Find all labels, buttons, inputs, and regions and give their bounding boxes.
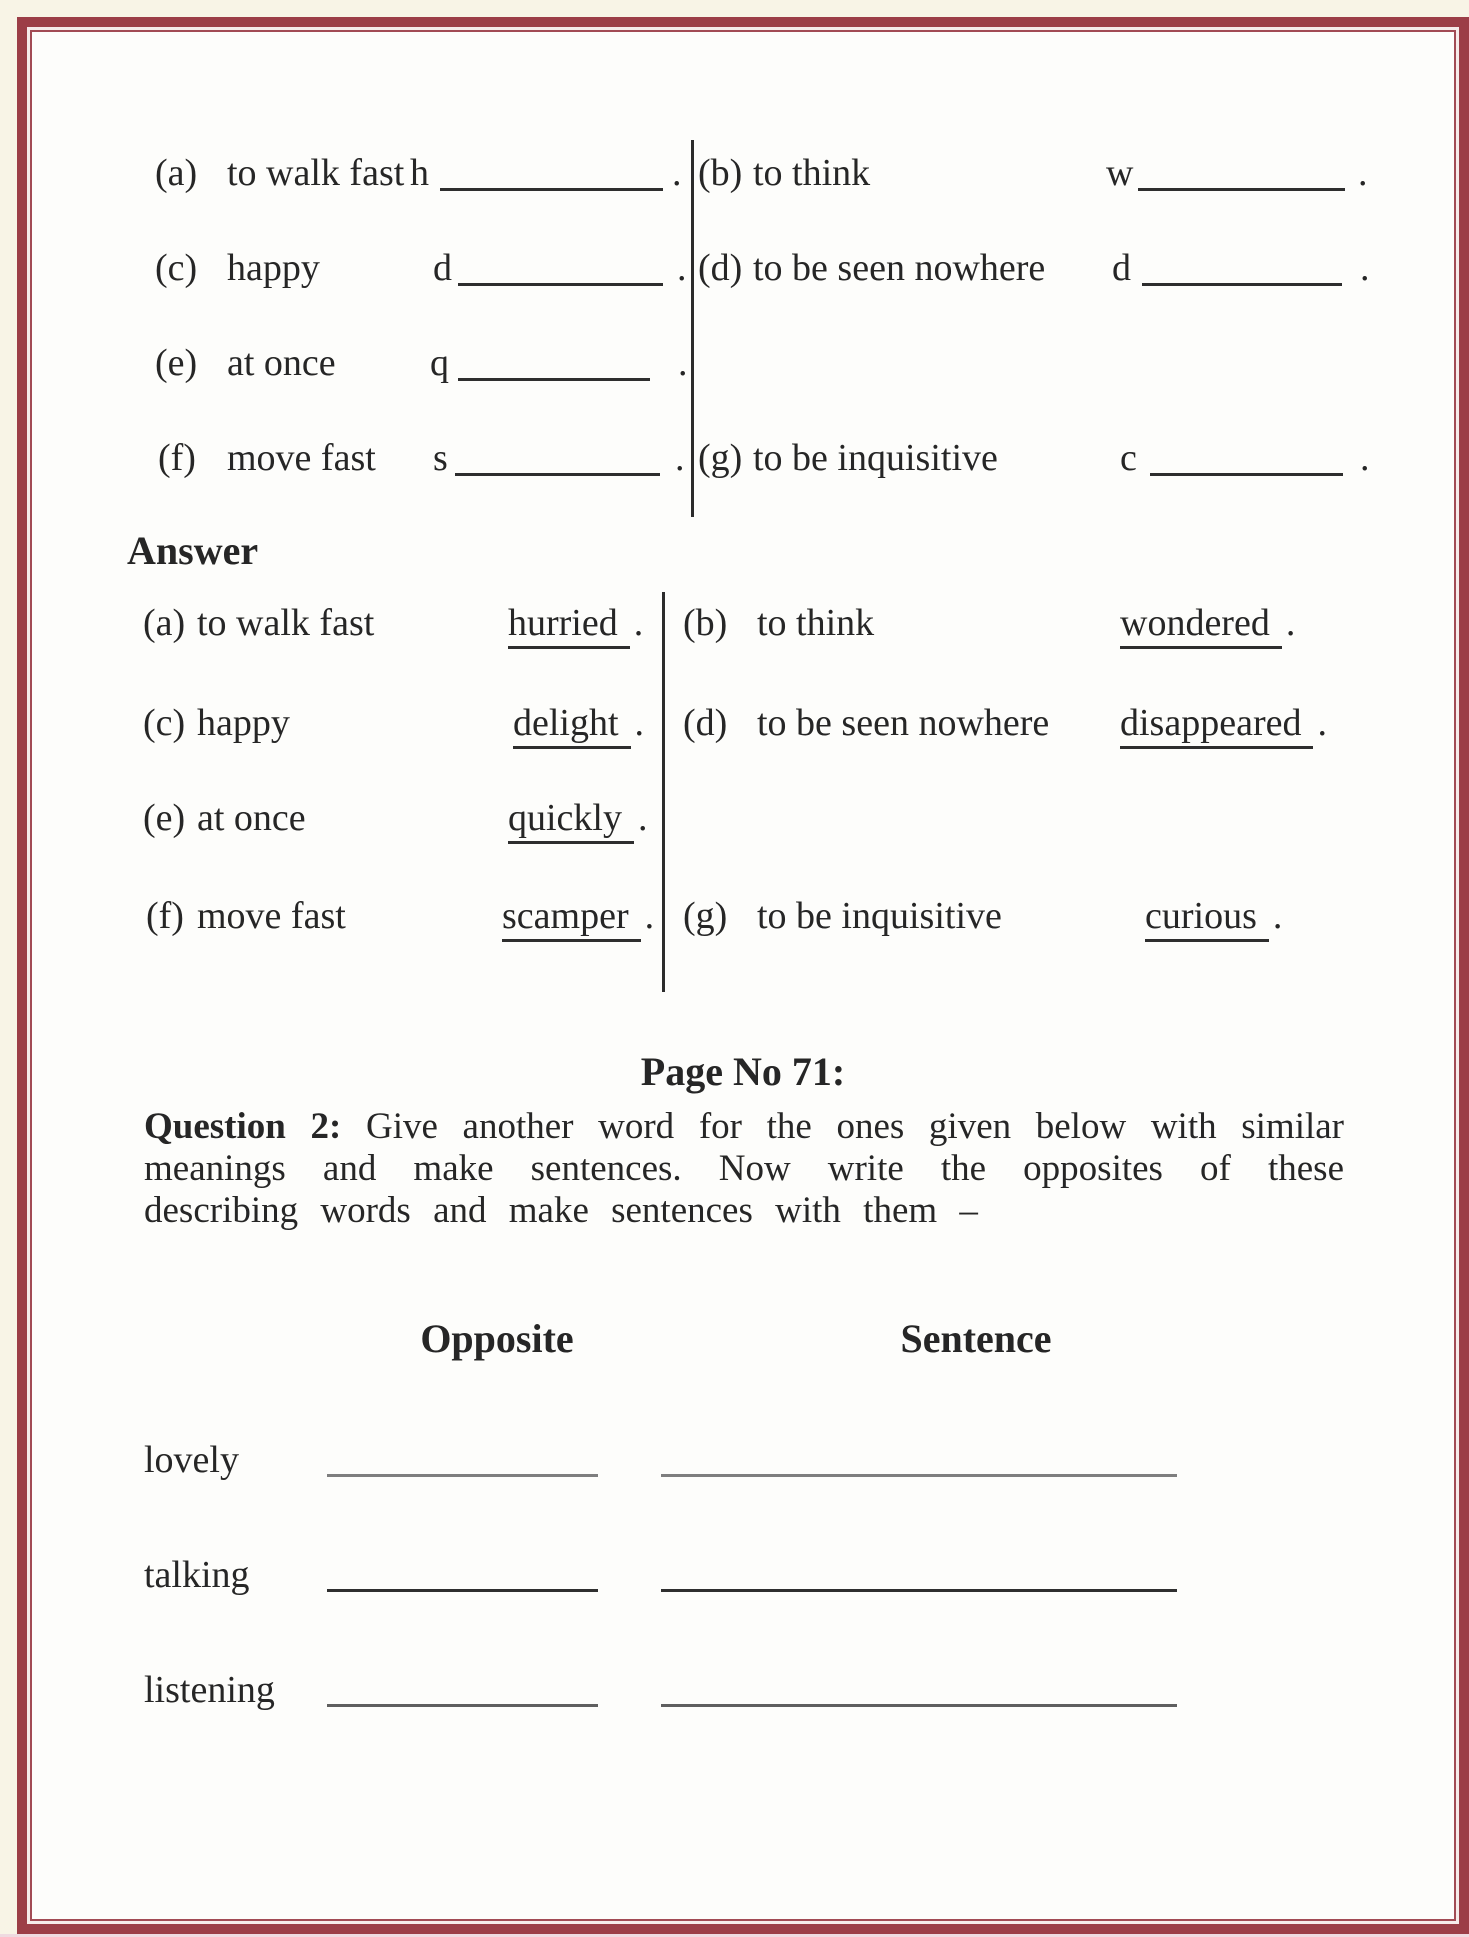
answer-word-group	[1120, 600, 1295, 646]
answer-word: delight	[513, 702, 631, 749]
item-term: to be seen nowhere	[757, 702, 1050, 744]
item-term: to be inquisitive	[753, 437, 998, 479]
sentence-blank-line	[661, 1704, 1177, 1707]
hint-letter: c	[1120, 437, 1137, 479]
period-mark: .	[678, 342, 688, 384]
paragraph-text: Give another word for the ones given below with similar	[365, 1106, 1345, 1147]
sentence-blank-line	[661, 1589, 1177, 1592]
fill-blank-line	[1150, 473, 1343, 476]
fill-blank-line	[458, 378, 650, 381]
item-label: (d)	[683, 702, 728, 744]
fill-blank-line	[455, 473, 660, 476]
answer-word: curious	[1145, 895, 1269, 942]
page-number-heading: Page No 71:	[640, 1049, 846, 1094]
item-term: to think	[757, 602, 875, 644]
answer-word: wondered	[1120, 602, 1282, 649]
exercise-column-divider	[691, 140, 694, 517]
item-label: (g)	[698, 437, 743, 479]
period-mark: .	[1317, 702, 1327, 744]
period-mark: .	[1358, 152, 1368, 194]
item-label: (e)	[155, 342, 198, 384]
item-term: to think	[753, 152, 871, 194]
item-label: (b)	[698, 152, 743, 194]
item-label: (c)	[143, 702, 186, 744]
fill-blank-line	[1138, 188, 1345, 191]
fill-blank-line	[458, 283, 663, 286]
item-label: (c)	[155, 247, 198, 289]
period-mark: .	[1360, 247, 1370, 289]
answer-word-group	[502, 893, 654, 939]
item-term: move fast	[197, 895, 346, 937]
period-mark: .	[1360, 437, 1370, 479]
period-mark: .	[1272, 895, 1283, 937]
item-term: to be seen nowhere	[753, 247, 1046, 289]
item-term: move fast	[227, 437, 376, 479]
hint-letter: w	[1106, 152, 1134, 194]
item-label: (f)	[146, 895, 184, 937]
answer-word: quickly	[508, 797, 634, 844]
paragraph-line-2: meanings and make sentences. Now write the opposites of these	[144, 1148, 1344, 1189]
answer-heading: Answer	[127, 528, 259, 573]
answer-word-group	[508, 795, 647, 841]
period-mark: .	[1285, 602, 1296, 644]
hint-letter: q	[430, 342, 449, 384]
opposite-blank-line	[327, 1704, 598, 1707]
item-term: at once	[197, 797, 306, 839]
item-label: (d)	[698, 247, 743, 289]
period-mark: .	[633, 602, 644, 644]
period-mark: .	[675, 437, 685, 479]
hint-letter: d	[1112, 247, 1131, 289]
answer-word-group	[508, 600, 643, 646]
word-label-listening: listening	[144, 1669, 275, 1711]
word-label-talking: talking	[144, 1554, 250, 1596]
answer-word: hurried	[508, 602, 630, 649]
paragraph-line-1	[144, 1106, 1344, 1148]
period-mark: .	[634, 702, 645, 744]
period-mark: .	[677, 247, 687, 289]
answer-word-group	[1120, 700, 1327, 746]
item-term: at once	[227, 342, 336, 384]
word-label-lovely: lovely	[144, 1439, 239, 1481]
opposite-blank-line	[327, 1474, 598, 1477]
sentence-column-header: Sentence	[900, 1316, 1052, 1361]
item-term: happy	[197, 702, 290, 744]
answer-word: disappeared	[1120, 702, 1313, 749]
paragraph-line-3: describing words and make sentences with them –	[144, 1190, 978, 1231]
item-label: (a)	[143, 602, 186, 644]
item-term: happy	[227, 247, 320, 289]
answer-column-divider	[662, 592, 665, 992]
period-mark: .	[672, 152, 682, 194]
item-label: (a)	[155, 152, 198, 194]
item-label: (b)	[683, 602, 728, 644]
question-2-paragraph	[144, 1106, 1344, 1232]
page-border-frame	[17, 17, 1469, 1934]
item-label: (e)	[143, 797, 186, 839]
hint-letter: s	[433, 437, 448, 479]
item-label: (g)	[683, 895, 728, 937]
period-mark: .	[644, 895, 655, 937]
item-term: to be inquisitive	[757, 895, 1002, 937]
opposite-column-header: Opposite	[420, 1316, 574, 1361]
answer-word-group	[1145, 893, 1282, 939]
period-mark: .	[637, 797, 648, 839]
hint-letter: d	[433, 247, 452, 289]
item-term: to walk fast	[227, 152, 405, 194]
answer-word: scamper	[502, 895, 641, 942]
sentence-blank-line	[661, 1474, 1177, 1477]
hint-letter: h	[410, 152, 429, 194]
worksheet-page	[30, 30, 1456, 1921]
answer-word-group	[513, 700, 644, 746]
item-label: (f)	[158, 437, 196, 479]
fill-blank-line	[1142, 283, 1342, 286]
item-term: to walk fast	[197, 602, 375, 644]
opposite-blank-line	[327, 1589, 598, 1592]
question-label: Question 2:	[144, 1106, 342, 1147]
fill-blank-line	[440, 188, 663, 191]
